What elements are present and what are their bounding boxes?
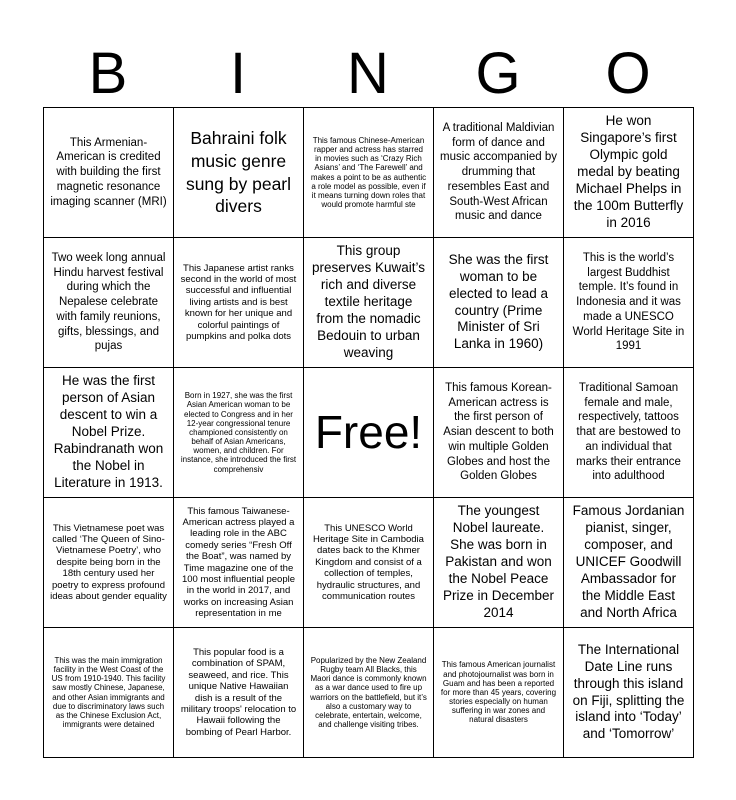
bingo-cell-r1-c3[interactable]: This famous Chinese-American rapper and actress has starred in movies such as ‘Crazy Rich Asians’ and ‘The Farewell’ and makes a point to be as authentic a role model as possible, even if it means turning down roles that would promote harmful ste: [304, 108, 434, 238]
bingo-cell-r2-c4[interactable]: She was the first woman to be elected to lead a country (Prime Minister of Sri Lanka in 1960): [434, 238, 564, 368]
header-letter-n: N: [347, 41, 389, 106]
bingo-cell-r5-c3[interactable]: Popularized by the New Zealand Rugby team All Blacks, this Maori dance is commonly known as a war dance used to fire up warriors on the battlefield, but it’s also a customary way to celebrate, entertain, welcome, and challenge visiting tribes.: [304, 628, 434, 758]
bingo-board: [43, 107, 694, 758]
bingo-cell-r2-c1[interactable]: Two week long annual Hindu harvest festival during which the Nepalese celebrate with family reunions, gifts, blessings, and pujas: [44, 238, 174, 368]
header-letter-b: B: [88, 41, 128, 106]
bingo-cell-r3-c2[interactable]: Born in 1927, she was the first Asian American woman to be elected to Congress and in her 12-year congressional tenure championed consistently on behalf of Asian Americans, women, and children. For instance, she introduced the first comprehensiv: [174, 368, 304, 498]
bingo-cell-r4-c5[interactable]: Famous Jordanian pianist, singer, composer, and UNICEF Goodwill Ambassador for the Middle East and North Africa: [564, 498, 694, 628]
board-row-3: [44, 368, 694, 498]
bingo-cell-r1-c4[interactable]: A traditional Maldivian form of dance and music accompanied by drumming that resembles East and South-West African music and dance: [434, 108, 564, 238]
bingo-cell-r1-c1[interactable]: This Armenian-American is credited with building the first magnetic resonance imaging scanner (MRI): [44, 108, 174, 238]
bingo-cell-r4-c4[interactable]: The youngest Nobel laureate. She was born in Pakistan and won the Nobel Peace Prize in December 2014: [434, 498, 564, 628]
header-letter-o: O: [605, 41, 651, 106]
bingo-cell-r4-c3[interactable]: This UNESCO World Heritage Site in Cambodia dates back to the Khmer Kingdom and consist of a collection of temples, hydraulic structures, and communication routes: [304, 498, 434, 628]
bingo-cell-r3-c5[interactable]: Traditional Samoan female and male, respectively, tattoos that are bestowed to an individual that marks their entrance into adulthood: [564, 368, 694, 498]
bingo-header: [43, 40, 693, 108]
bingo-cell-r5-c1[interactable]: This was the main immigration facility in the West Coast of the US from 1910-1940. This facility saw mostly Chinese, Japanese, and other Asian immigrants and due to discriminatory laws such as the Chinese Exclusion Act, immigrants were detained: [44, 628, 174, 758]
bingo-cell-r3-c1[interactable]: He was the first person of Asian descent to win a Nobel Prize. Rabindranath won the Nobel in Literature in 1913.: [44, 368, 174, 498]
bingo-cell-r5-c4[interactable]: This famous American journalist and photojournalist was born in Guam and has been a reported for more than 45 years, covering stories especially on human suffering in war zones and natural disasters: [434, 628, 564, 758]
board-row-4: [44, 498, 694, 628]
bingo-cell-r4-c2[interactable]: This famous Taiwanese-American actress played a leading role in the ABC comedy series “Fresh Off the Boat”, was named by Time magazine one of the 100 most influential people in the world in 2017, and works on increasing Asian representation in me: [174, 498, 304, 628]
bingo-cell-r4-c1[interactable]: This Vietnamese poet was called ‘The Queen of Sino-Vietnamese Poetry’, who despite being born in the 18th century used her poetry to express profound ideas about gender equality: [44, 498, 174, 628]
bingo-cell-r3-c4[interactable]: This famous Korean-American actress is the first person of Asian descent to both win multiple Golden Globes and host the Golden Globes: [434, 368, 564, 498]
bingo-cell-r2-c5[interactable]: This is the world’s largest Buddhist temple. It’s found in Indonesia and it was made a UNESCO World Heritage Site in 1991: [564, 238, 694, 368]
header-letter-g: G: [475, 41, 521, 106]
bingo-cell-r2-c3[interactable]: This group preserves Kuwait’s rich and diverse textile heritage from the nomadic Bedouin to urban weaving: [304, 238, 434, 368]
bingo-cell-free[interactable]: Free!: [304, 368, 434, 498]
board-row-2: [44, 238, 694, 368]
board-row-5: [44, 628, 694, 758]
board-row-1: [44, 108, 694, 238]
bingo-cell-r2-c2[interactable]: This Japanese artist ranks second in the world of most successful and influential living artists and is best known for her unique and colorful paintings of pumpkins and polka dots: [174, 238, 304, 368]
bingo-cell-r5-c2[interactable]: This popular food is a combination of SPAM, seaweed, and rice. This unique Native Hawaiian dish is a result of the military troops' relocation to Hawaii following the bombing of Pearl Harbor.: [174, 628, 304, 758]
bingo-cell-r5-c5[interactable]: The International Date Line runs through this island on Fiji, splitting the island into ‘Today’ and ‘Tomorrow’: [564, 628, 694, 758]
bingo-cell-r1-c2[interactable]: Bahraini folk music genre sung by pearl divers: [174, 108, 304, 238]
header-letter-i: I: [229, 41, 247, 106]
bingo-cell-r1-c5[interactable]: He won Singapore’s first Olympic gold medal by beating Michael Phelps in the 100m Butterfly in 2016: [564, 108, 694, 238]
